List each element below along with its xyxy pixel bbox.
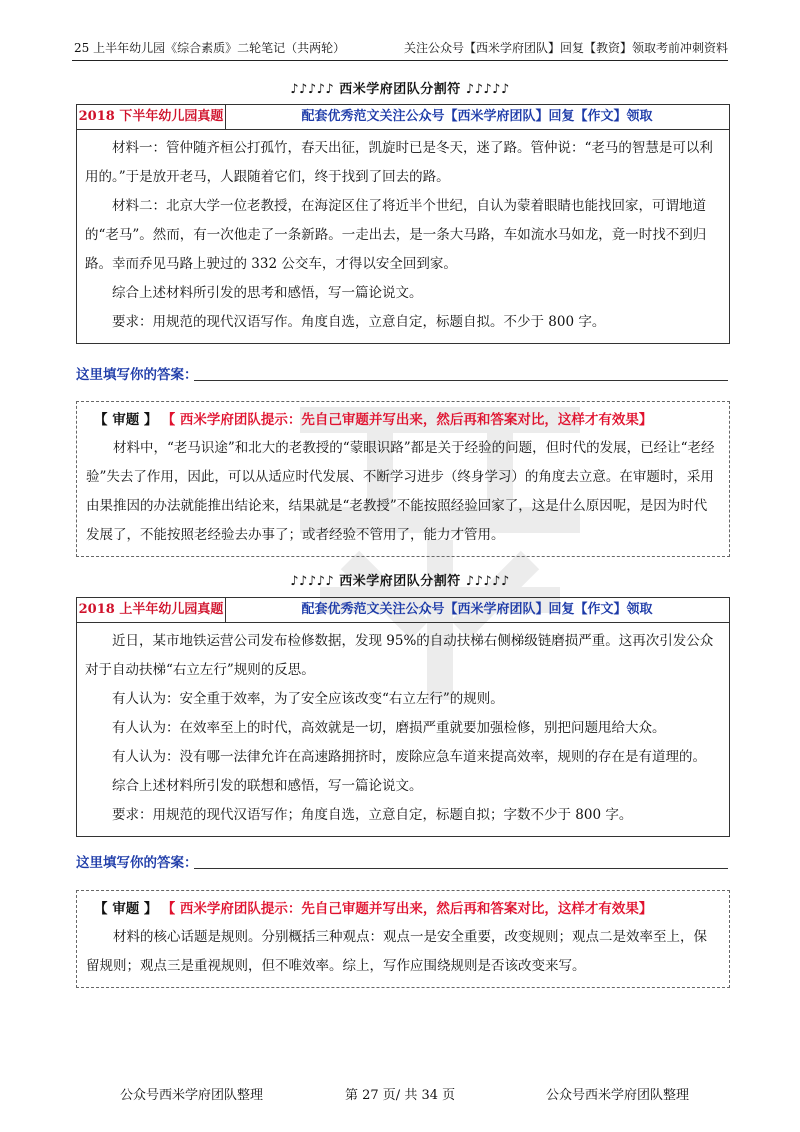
header-right-note: 关注公众号【西米学府团队】回复【教资】领取考前冲刺资料 — [403, 41, 728, 55]
sample-essay-notice: 配套优秀范文关注公众号【西米学府团队】回复【作文】领取 — [301, 602, 653, 617]
analysis-heading: 【 审题 】 — [94, 901, 158, 917]
analysis-heading: 【 审题 】 — [94, 412, 158, 428]
question-text — [77, 130, 729, 343]
viewpoint-paragraph: 有人认为：没有哪一法律允许在高速路拥挤时，废除应急车道来提高效率，规则的存在是有道理的。 — [112, 749, 706, 765]
question-header — [77, 105, 729, 130]
answer-label: 这里填写你的答案： — [76, 855, 198, 871]
material-paragraph: 材料二：北京大学一位老教授，在海淀区住了将近半个世纪，自认为蒙着眼睛也能找回家，可谓地道的“老马”。然而，有一次他走了一条新路。一走出去，是一条大马路，车如流水马如龙，竟一时找不到归路。幸而乔见马路上驶过的 332 公交车，才得以安全回到家。 — [85, 198, 707, 272]
question-text — [77, 623, 729, 836]
answer-line[interactable] — [194, 380, 728, 381]
header-left-title: 25 上半年幼儿园《综合素质》二轮笔记（共两轮） — [74, 41, 346, 55]
instruction-paragraph: 综合上述材料所引发的联想和感悟，写一篇论说文。 — [112, 778, 423, 794]
requirement-paragraph: 要求：用规范的现代汉语写作。角度自选，立意自定，标题自拟。不少于 800 字。 — [112, 314, 606, 330]
analysis-text: 材料的核心话题是规则。分别概括三种观点：观点一是安全重要，改变规则；观点二是效率至上，保留规则；观点三是重视规则，但不唯效率。综上，写作应围绕规则是否该改变来写。 — [86, 929, 707, 974]
section-divider: ♪♪♪♪♪ 西米学府团队分割符 ♪♪♪♪♪ — [290, 574, 510, 589]
requirement-paragraph: 要求：用规范的现代汉语写作；角度自选，立意自定，标题自拟；字数不少于 800 字。 — [112, 807, 633, 823]
analysis-text: 材料中，“老马识途”和北大的老教授的“蒙眼识路”都是关于经验的问题，但时代的发展，已经让“老经验”失去了作用，因此，可以从适应时代发展、不断学习进步（终身学习）的角度去立意。在审题时，采用由果推因的办法就能推出结论来，结果就是“老教授”不能按照经验回家了，这是什么原因呢，是因为时代发展了，不能按照老经验去办事了；或者经验不管用了，能力才管用。 — [86, 440, 715, 543]
material-paragraph: 材料一：管仲随齐桓公打孤竹，春天出征，凯旋时已是冬天，迷了路。管仲说：“老马的智慧是可以利用的。”于是放开老马，人跟随着它们，终于找到了回去的路。 — [85, 140, 713, 185]
analysis-tip: 【 西米学府团队提示：先自己审题并写出来，然后再和答案对比，这样才有效果】 — [161, 901, 653, 917]
answer-field[interactable] — [76, 851, 728, 873]
answer-line[interactable] — [194, 868, 728, 869]
footer-left: 公众号西米学府团队整理 — [120, 1088, 264, 1103]
exam-year-tag: 2018 上半年幼儿园真题 — [77, 598, 226, 622]
analysis-box — [76, 890, 730, 988]
footer-right: 公众号西米学府团队整理 — [546, 1088, 690, 1103]
viewpoint-paragraph: 有人认为：安全重于效率，为了安全应该改变“右立左行”的规则。 — [112, 691, 504, 707]
question-box — [76, 104, 730, 344]
section-divider: ♪♪♪♪♪ 西米学府团队分割符 ♪♪♪♪♪ — [290, 82, 510, 97]
material-paragraph: 近日，某市地铁运营公司发布检修数据，发现 95%的自动扶梯右侧梯级链磨损严重。这再次引发公众对于自动扶梯“右立左行”规则的反思。 — [85, 633, 714, 678]
analysis-title — [80, 895, 726, 923]
exam-year-tag: 2018 下半年幼儿园真题 — [77, 105, 226, 129]
analysis-box — [76, 401, 730, 557]
page-header — [72, 38, 728, 61]
answer-label: 这里填写你的答案： — [76, 367, 198, 383]
analysis-tip: 【 西米学府团队提示：先自己审题并写出来，然后再和答案对比，这样才有效果】 — [161, 412, 653, 428]
viewpoint-paragraph: 有人认为：在效率至上的时代，高效就是一切，磨损严重就要加强检修，别把问题甩给大众。 — [112, 720, 666, 736]
question-box — [76, 597, 730, 837]
page-number: 第 27 页/ 共 34 页 — [345, 1088, 456, 1103]
question-header — [77, 598, 729, 623]
instruction-paragraph: 综合上述材料所引发的思考和感悟，写一篇论说文。 — [112, 285, 423, 301]
answer-field[interactable] — [76, 363, 728, 385]
analysis-title — [80, 406, 726, 434]
sample-essay-notice: 配套优秀范文关注公众号【西米学府团队】回复【作文】领取 — [301, 109, 653, 124]
